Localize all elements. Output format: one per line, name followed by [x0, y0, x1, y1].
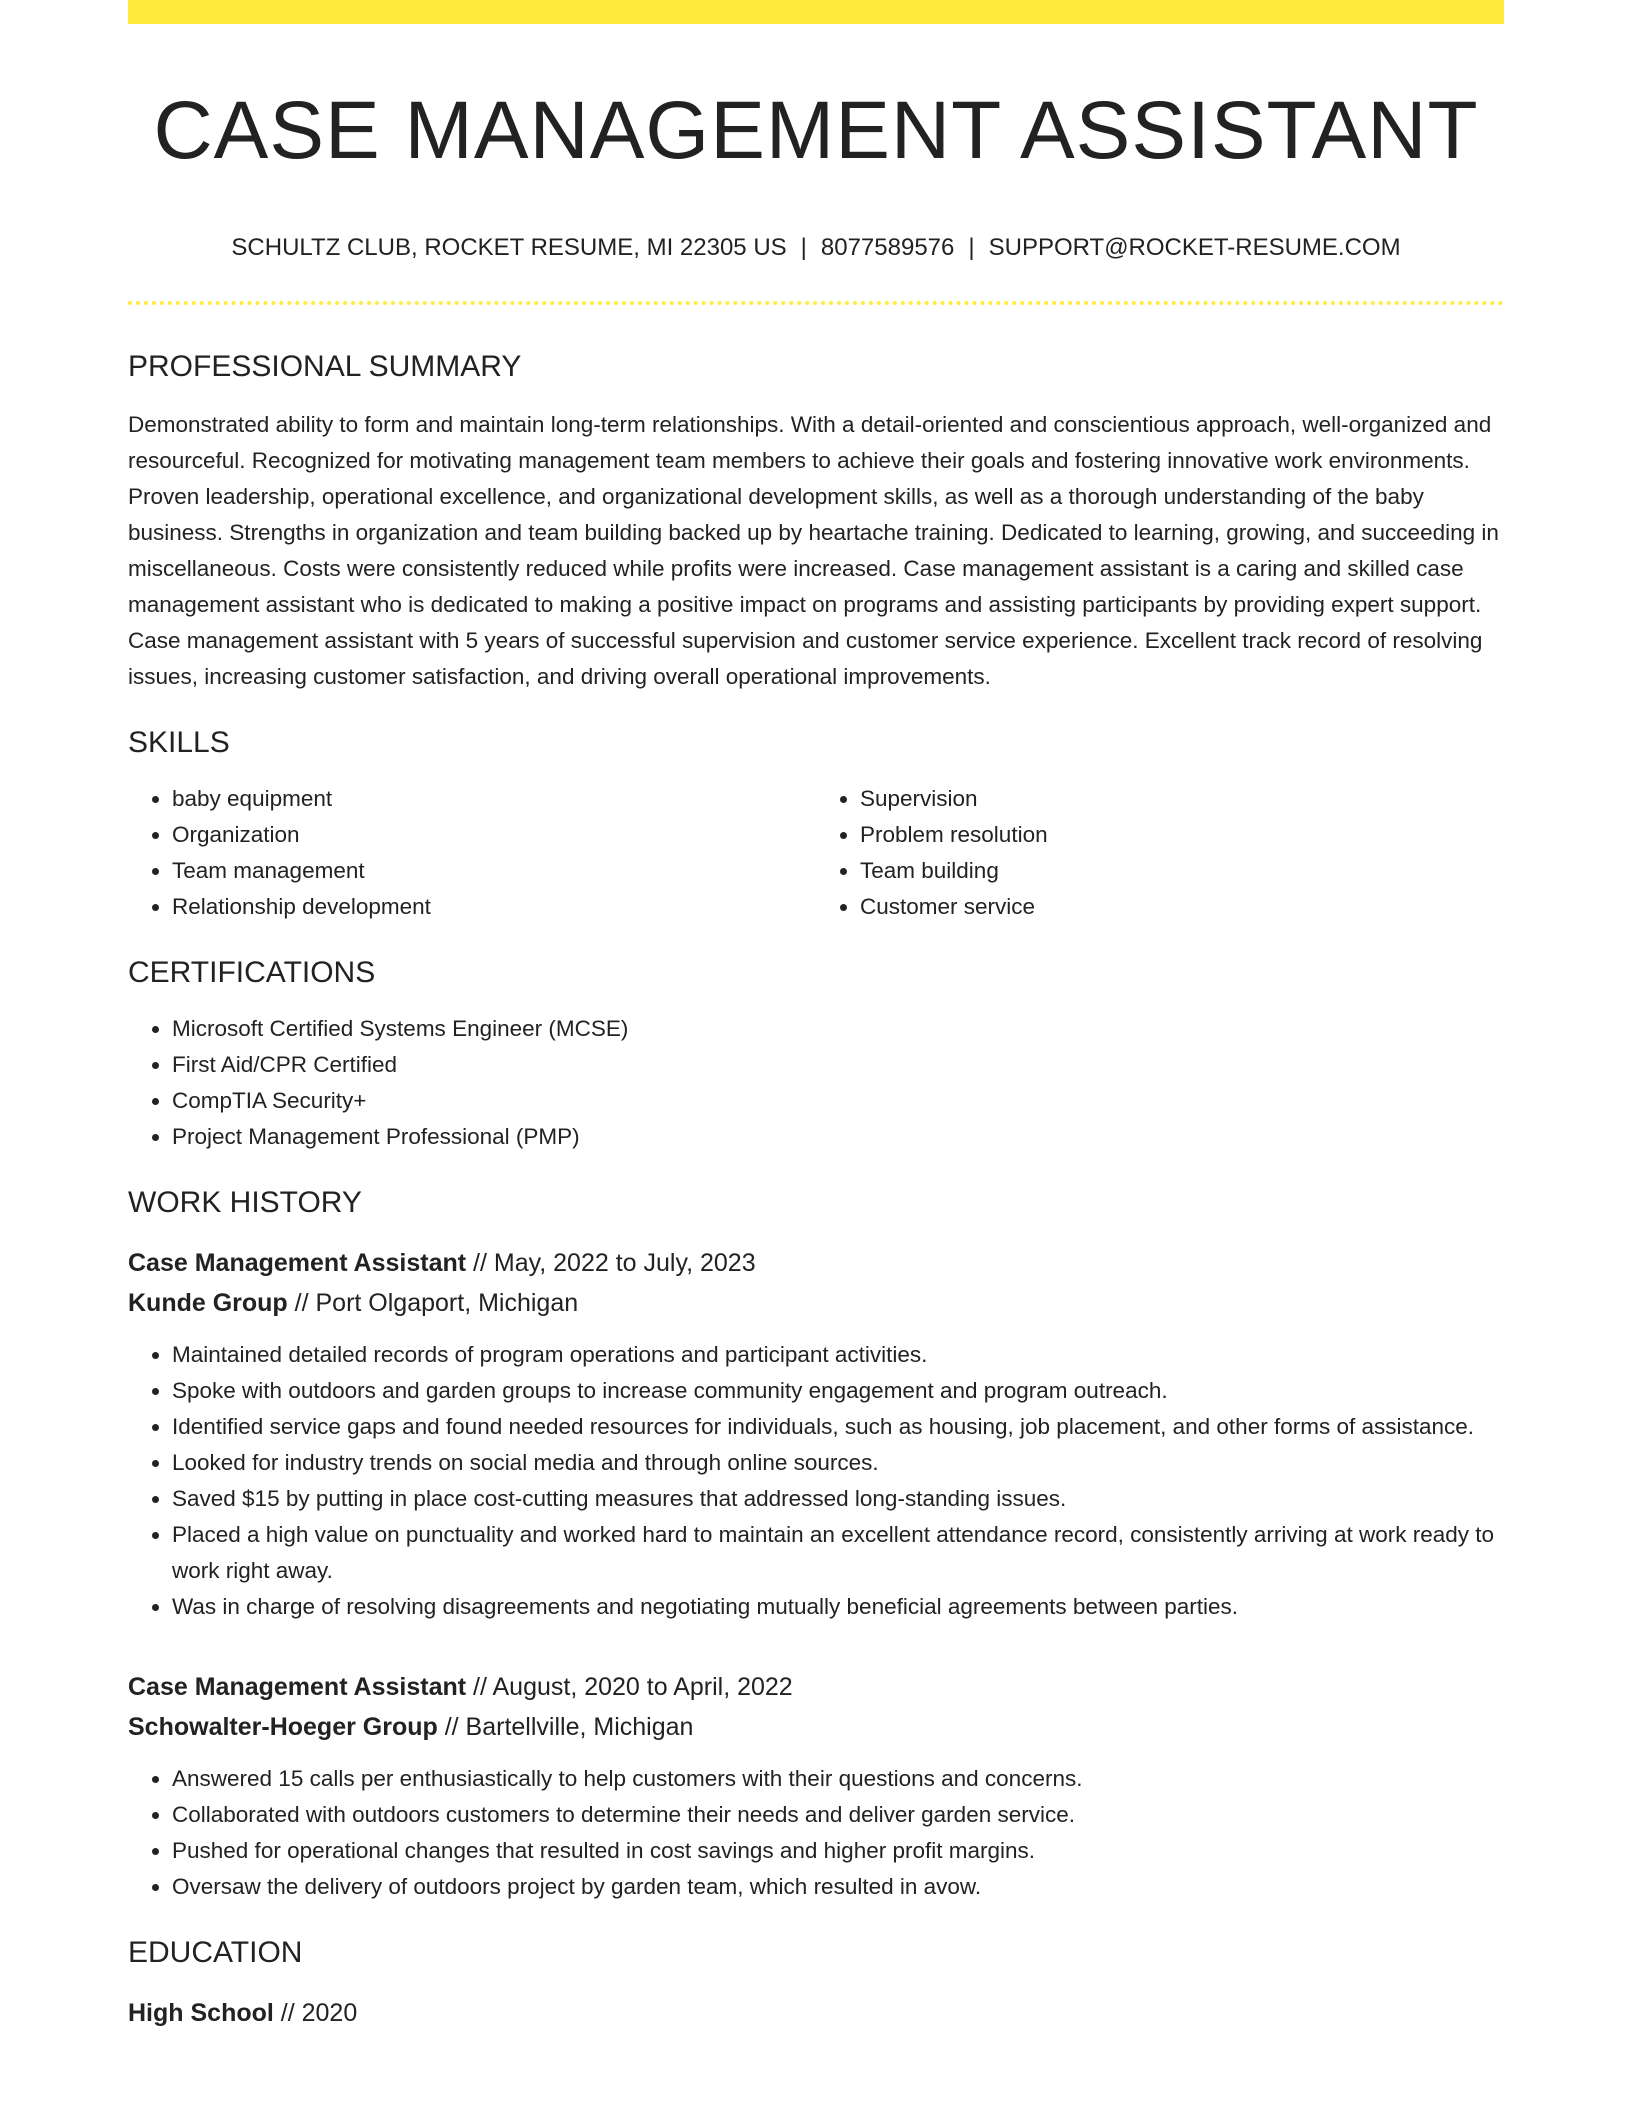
- skills-heading: SKILLS: [128, 725, 230, 759]
- job-duty-item: • Placed a high value on punctuality and worked hard to maintain an excellent attendance record, consistently arriving at work ready to work right away.: [172, 1517, 1504, 1589]
- accent-top-bar: [128, 0, 1504, 24]
- contact-address: SCHULTZ CLUB, ROCKET RESUME, MI 22305 US: [231, 234, 787, 262]
- contact-email: SUPPORT@ROCKET-RESUME.COM: [988, 234, 1401, 262]
- certification-item: • First Aid/CPR Certified: [172, 1047, 1504, 1083]
- job-company: Kunde Group: [128, 1288, 288, 1317]
- education-year: // 2020: [280, 1998, 358, 2027]
- skill-item: • Organization: [172, 817, 816, 853]
- skill-item: • Problem resolution: [860, 817, 1504, 853]
- job-role: Case Management Assistant: [128, 1248, 467, 1277]
- skill-item: • Relationship development: [172, 889, 816, 925]
- skill-item: • Team management: [172, 853, 816, 889]
- job-dates: // August, 2020 to April, 2022: [473, 1672, 793, 1701]
- summary-text: Demonstrated ability to form and maintain long-term relationships. With a detail-oriented and conscientious approach, well-organized and resourceful. Recognized for motivating management team members to achieve their goals and fostering innovative work environments. Proven leadership, operational excellence, and organizational development skills, as well as a thorough understanding of the baby business. Strengths in organization and team building backed up by heartache training. Dedicated to learning, growing, and succeeding in miscellaneous. Costs were consistently reduced while profits were increased. Case management assistant is a caring and skilled case management assistant who is dedicated to making a positive impact on programs and assisting participants by providing expert support. Case management assistant with 5 years of successful supervision and customer service experience. Excellent track record of resolving issues, increasing customer satisfaction, and driving overall operational improvements.: [128, 411, 1499, 689]
- education-degree: High School: [128, 1998, 274, 2027]
- skill-item: • Supervision: [860, 781, 1504, 817]
- contact-separator: |: [800, 234, 807, 262]
- job-duties-list: [128, 1337, 1504, 1625]
- resume-name-title: CASE MANAGEMENT ASSISTANT: [153, 85, 1479, 176]
- certifications-heading: CERTIFICATIONS: [128, 955, 376, 989]
- job-duty-item: • Was in charge of resolving disagreements and negotiating mutually beneficial agreements between parties.: [172, 1589, 1504, 1625]
- skill-item: • baby equipment: [172, 781, 816, 817]
- job-duty-item: • Looked for industry trends on social media and through online sources.: [172, 1445, 1504, 1481]
- dotted-divider: [128, 301, 1504, 305]
- job-duty-item: • Answered 15 calls per enthusiastically to help customers with their questions and concerns.: [172, 1761, 1504, 1797]
- job-title-line: [128, 1667, 1504, 1707]
- education-entry: [128, 1993, 1504, 2033]
- certifications-list: [128, 1011, 1504, 1155]
- job-duty-item: • Saved $15 by putting in place cost-cutting measures that addressed long-standing issues.: [172, 1481, 1504, 1517]
- job-duty-item: • Collaborated with outdoors customers to determine their needs and deliver garden service.: [172, 1797, 1504, 1833]
- skills-column-left: [128, 781, 816, 925]
- skills-list: [128, 781, 1504, 925]
- certification-item: • CompTIA Security+: [172, 1083, 1504, 1119]
- resume-page: [128, 0, 1504, 2033]
- job-duties-list: [128, 1761, 1504, 1905]
- summary-heading: PROFESSIONAL SUMMARY: [128, 349, 522, 383]
- certification-item: • Microsoft Certified Systems Engineer (MCSE): [172, 1011, 1504, 1047]
- job-title-line: [128, 1243, 1504, 1283]
- education-heading: EDUCATION: [128, 1935, 303, 1969]
- skill-item: • Customer service: [860, 889, 1504, 925]
- skills-column-right: [816, 781, 1504, 925]
- job-location: // Port Olgaport, Michigan: [294, 1288, 579, 1317]
- certification-item: • Project Management Professional (PMP): [172, 1119, 1504, 1155]
- job-company-line: [128, 1707, 1504, 1747]
- job-dates: // May, 2022 to July, 2023: [473, 1248, 756, 1277]
- contact-separator: |: [968, 234, 975, 262]
- contact-phone: 8077589576: [820, 234, 955, 262]
- job-company: Schowalter-Hoeger Group: [128, 1712, 438, 1741]
- job-duty-item: • Spoke with outdoors and garden groups to increase community engagement and program outreach.: [172, 1373, 1504, 1409]
- job-location: // Bartellville, Michigan: [444, 1712, 694, 1741]
- job-role: Case Management Assistant: [128, 1672, 467, 1701]
- job-duty-item: • Identified service gaps and found needed resources for individuals, such as housing, job placement, and other forms of assistance.: [172, 1409, 1504, 1445]
- job-duty-item: • Oversaw the delivery of outdoors project by garden team, which resulted in avow.: [172, 1869, 1504, 1905]
- contact-line: [128, 234, 1504, 263]
- skill-item: • Team building: [860, 853, 1504, 889]
- job-duty-item: • Pushed for operational changes that resulted in cost savings and higher profit margins.: [172, 1833, 1504, 1869]
- work-history-heading: WORK HISTORY: [128, 1185, 362, 1219]
- job-duty-item: • Maintained detailed records of program operations and participant activities.: [172, 1337, 1504, 1373]
- job-company-line: [128, 1283, 1504, 1323]
